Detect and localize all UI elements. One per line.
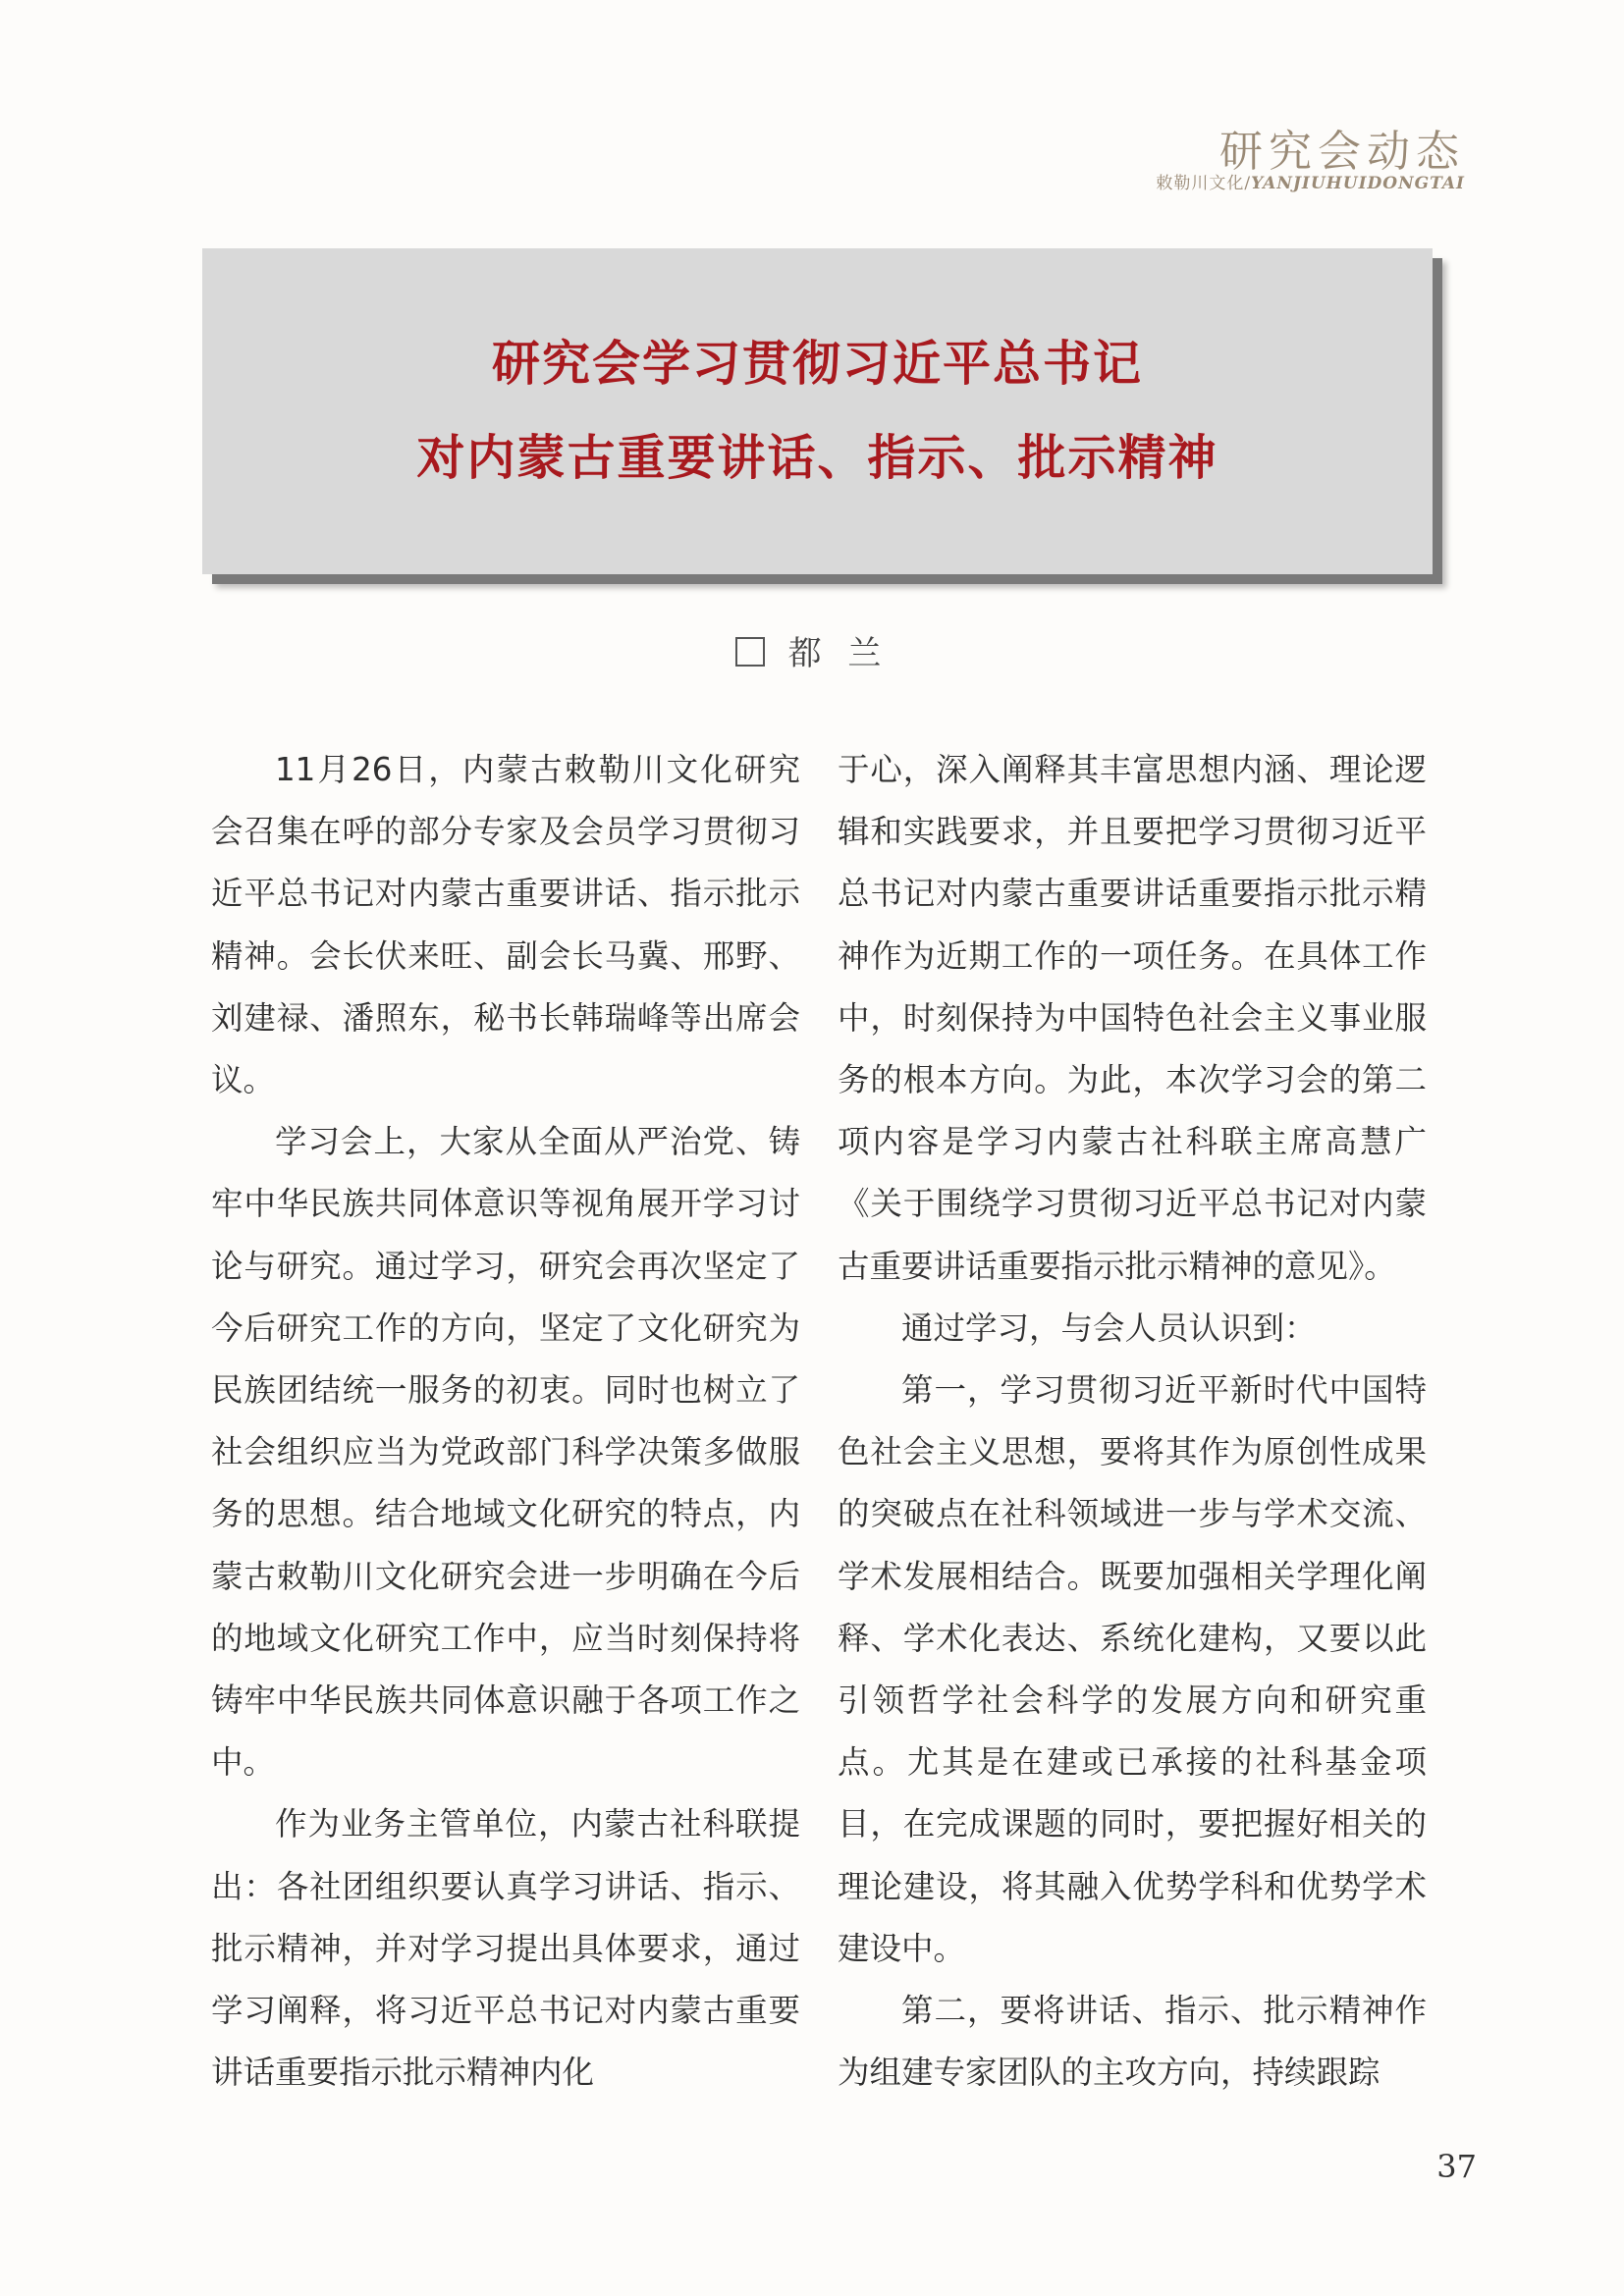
paragraph: 11月26日，内蒙古敕勒川文化研究会召集在呼的部分专家及会员学习贯彻习近平总书记对内蒙古重要讲话、指示批示精神。会长伏来旺、副会长马冀、邢野、刘建禄、潘照东，秘书长韩瑞峰等出席会议。 — [211, 751, 800, 1099]
section-subtitle-en: YANJIUHUIDONGTAI — [1251, 174, 1465, 193]
section-subtitle-separator: / — [1244, 174, 1252, 193]
section-title: 研究会动态 — [1219, 127, 1465, 177]
author-byline — [0, 626, 1624, 674]
section-subtitle-cn: 敕勒川文化 — [1156, 174, 1245, 193]
paragraph: 第二，要将讲话、指示、批示精神作为组建专家团队的主攻方向，持续跟踪 — [838, 1992, 1427, 2092]
article-title-box — [202, 248, 1433, 574]
article-title-line-2: 对内蒙古重要讲话、指示、批示精神 — [416, 430, 1218, 486]
right-column — [838, 739, 1427, 2104]
square-bullet-icon — [735, 637, 765, 667]
author-name: 都 兰 — [787, 634, 890, 673]
paragraph: 第一，学习贯彻习近平新时代中国特色社会主义思想，要将其作为原创性成果的突破点在社科领域进一步与学术交流、学术发展相结合。既要加强相关学理化阐释、学术化表达、系统化建构，又要以此引领哲学社会科学的发展方向和研究重点。尤其是在建或已承接的社科基金项目，在完成课题的同时，要把握好相关的理论建设，将其融入优势学科和优势学术建设中。 — [838, 1371, 1427, 1967]
paragraph: 作为业务主管单位，内蒙古社科联提出：各社团组织要认真学习讲话、指示、批示精神，并对学习提出具体要求，通过学习阐释，将习近平总书记对内蒙古重要讲话重要指示批示精神内化 — [211, 1805, 800, 2092]
paragraph: 学习会上，大家从全面从严治党、铸牢中华民族共同体意识等视角展开学习讨论与研究。通过学习，研究会再次坚定了今后研究工作的方向，坚定了文化研究为民族团结统一服务的初衷。同时也树立了社会组织应当为党政部门科学决策多做服务的思想。结合地域文化研究的特点，内蒙古敕勒川文化研究会进一步明确在今后的地域文化研究工作中，应当时刻保持将铸牢中华民族共同体意识融于各项工作之中。 — [211, 1123, 800, 1782]
left-column — [211, 739, 800, 2104]
paragraph: 于心，深入阐释其丰富思想内涵、理论逻辑和实践要求，并且要把学习贯彻习近平总书记对内蒙古重要讲话重要指示批示精神作为近期工作的一项任务。在具体工作中，时刻保持为中国特色社会主义事业服务的根本方向。为此，本次学习会的第二项内容是学习内蒙古社科联主席高慧广《关于围绕学习贯彻习近平总书记对内蒙古重要讲话重要指示批示精神的意见》。 — [838, 751, 1427, 1285]
paragraph: 通过学习，与会人员认识到： — [901, 1308, 1317, 1347]
section-subtitle — [1156, 169, 1465, 193]
article-title-line-1: 研究会学习贯彻习近平总书记 — [491, 336, 1143, 392]
page-number: 37 — [1436, 2148, 1477, 2185]
